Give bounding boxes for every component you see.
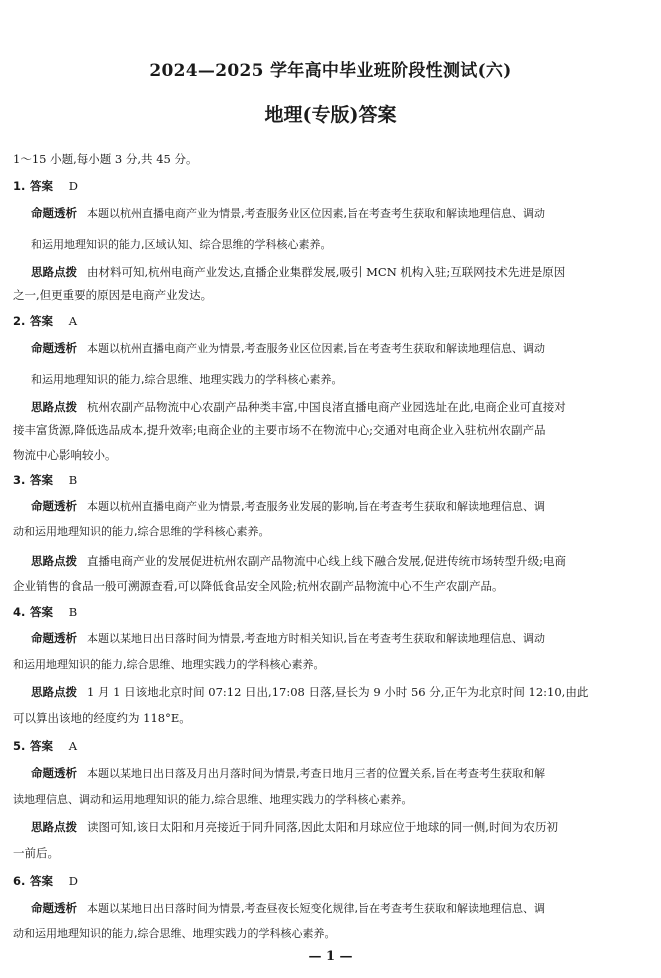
question-header (13, 472, 77, 488)
question-number: 5. (13, 739, 26, 753)
analysis-tag: 命题透析 (31, 901, 77, 915)
answer-label: 答案 (30, 739, 54, 753)
analysis-text: 本题以杭州直播电商产业为情景,考查服务业区位因素,旨在考查考生获取和解读地理信息、调动 (87, 207, 545, 220)
hint-continuation: 之一,但更重要的原因是电商产业发达。 (13, 288, 213, 302)
page-title: 2024—2025 学年高中毕业班阶段性测试(六) (149, 61, 512, 81)
analysis-text: 读地理信息、调动和运用地理知识的能力,综合思维、地理实践力的学科核心素养。 (13, 793, 413, 806)
question-header (13, 873, 78, 889)
analysis-text: 本题以某地日出日落及月出月落时间为情景,考查日地月三者的位置关系,旨在考查考生获取和解 (87, 767, 545, 780)
hint-text: 读图可知,该日太阳和月亮接近于同升同落,因此太阳和月球应位于地球的同一侧,时间为农历初 (87, 820, 558, 834)
analysis-text: 本题以杭州直播电商产业为情景,考查服务业区位因素,旨在考查考生获取和解读地理信息、调动 (87, 342, 545, 355)
analysis-paragraph (31, 198, 643, 260)
section-intro: 1～15 小题,每小题 3 分,共 45 分。 (13, 152, 198, 166)
answer-value: B (68, 605, 78, 619)
analysis-tag: 命题透析 (31, 631, 77, 645)
question-header (13, 738, 77, 754)
question-number: 3. (13, 473, 26, 487)
hint-continuation: 可以算出该地的经度约为 118°E。 (13, 711, 191, 725)
answer-value: A (68, 739, 77, 753)
hint-continuation: 接丰富货源,降低选品成本,提升效率;电商企业的主要市场不在物流中心;交通对电商企业入驻杭州农副产品 (13, 423, 546, 437)
page-subtitle: 地理(专版)答案 (264, 104, 397, 126)
question-header (13, 313, 77, 329)
analysis-text: 本题以某地日出日落时间为情景,考查地方时相关知识,旨在考查考生获取和解读地理信息、调动 (87, 632, 545, 645)
analysis-paragraph (31, 333, 643, 395)
hint-tag: 思路点拨 (31, 820, 77, 834)
analysis-tag: 命题透析 (31, 206, 77, 220)
analysis-continuation (13, 918, 643, 949)
analysis-tag: 命题透析 (31, 341, 77, 355)
analysis-text: 动和运用地理知识的能力,综合思维、地理实践力的学科核心素养。 (13, 927, 336, 940)
hint-tag: 思路点拨 (31, 400, 77, 414)
answer-label: 答案 (30, 874, 54, 888)
hint-text: 1 月 1 日该地北京时间 07:12 日出,17:08 日落,昼长为 9 小时 56 分,正午为北京时间 12:10,由此 (87, 685, 589, 699)
hint-tag: 思路点拨 (31, 685, 77, 699)
hint-continuation: 企业销售的食品一般可溯源查看,可以降低食品安全风险;杭州农副产品物流中心不生产农副产品。 (13, 579, 504, 593)
answer-label: 答案 (30, 179, 54, 193)
question-number: 6. (13, 874, 26, 888)
analysis-text: 动和运用地理知识的能力,综合思维的学科核心素养。 (13, 525, 270, 538)
analysis-text: 本题以某地日出日落时间为情景,考查昼夜长短变化规律,旨在考查考生获取和解读地理信息、调 (87, 902, 545, 915)
analysis-continuation (13, 516, 643, 547)
hint-continuation: 物流中心影响较小。 (13, 448, 117, 462)
analysis-continuation (13, 649, 643, 680)
question-number: 2. (13, 314, 26, 328)
hint-text: 杭州农副产品物流中心农副产品种类丰富,中国良渚直播电商产业园选址在此,电商企业可直接对 (87, 400, 566, 414)
question-number: 1. (13, 179, 26, 193)
answer-value: D (68, 179, 78, 193)
question-header (13, 604, 77, 620)
question-header (13, 178, 78, 194)
hint-text: 由材料可知,杭州电商产业发达,直播企业集群发展,吸引 MCN 机构入驻;互联网技术先进是原因 (87, 265, 566, 279)
page-number: — 1 — (308, 949, 353, 964)
hint-tag: 思路点拨 (31, 554, 77, 568)
analysis-text: 本题以杭州直播电商产业为情景,考查服务业发展的影响,旨在考查考生获取和解读地理信息、调 (87, 500, 545, 513)
answer-value: B (68, 473, 78, 487)
answer-label: 答案 (30, 605, 54, 619)
answer-label: 答案 (30, 314, 54, 328)
analysis-text: 和运用地理知识的能力,区域认知、综合思维的学科核心素养。 (31, 238, 332, 251)
analysis-text: 和运用地理知识的能力,综合思维、地理实践力的学科核心素养。 (13, 658, 325, 671)
hint-text: 直播电商产业的发展促进杭州农副产品物流中心线上线下融合发展,促进传统市场转型升级;电商 (87, 554, 567, 568)
hint-tag: 思路点拨 (31, 265, 77, 279)
analysis-tag: 命题透析 (31, 499, 77, 513)
analysis-tag: 命题透析 (31, 766, 77, 780)
question-number: 4. (13, 605, 26, 619)
answer-value: A (68, 314, 77, 328)
answer-value: D (68, 874, 78, 888)
hint-continuation: 一前后。 (13, 846, 59, 860)
answer-label: 答案 (30, 473, 54, 487)
analysis-continuation (13, 784, 643, 815)
analysis-text: 和运用地理知识的能力,综合思维、地理实践力的学科核心素养。 (31, 373, 343, 386)
